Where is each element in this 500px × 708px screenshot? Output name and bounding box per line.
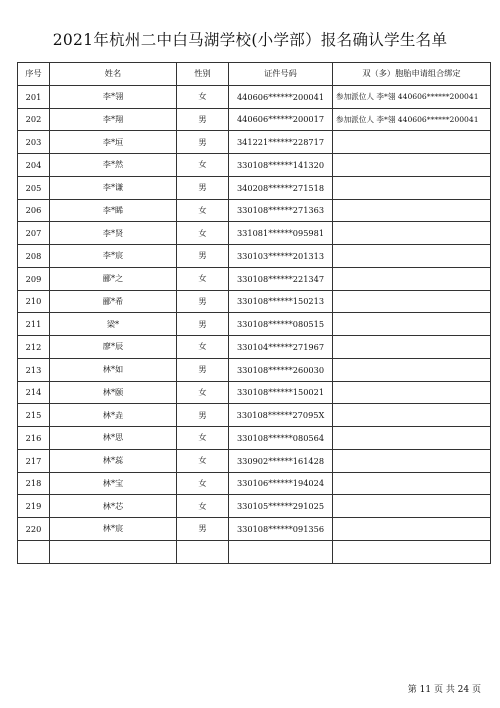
table-row xyxy=(18,154,491,177)
row-number-cell: 215 xyxy=(18,404,50,427)
student-name-cell: 林*颐 xyxy=(50,381,177,404)
row-number-cell: 207 xyxy=(18,222,50,245)
student-name-cell: 李*垣 xyxy=(50,131,177,154)
student-name-cell: 李*然 xyxy=(50,154,177,177)
table-row xyxy=(18,495,491,518)
gender-cell: 男 xyxy=(177,176,229,199)
twin-binding-cell xyxy=(333,222,491,245)
twin-binding-cell: 参加派位人 李*翎 440606******200041 xyxy=(333,85,491,108)
gender-cell: 男 xyxy=(177,131,229,154)
twin-binding-cell xyxy=(333,449,491,472)
id-number-cell: 330108******27095X xyxy=(229,404,333,427)
twin-binding-cell xyxy=(333,245,491,268)
table-row-blank xyxy=(18,540,491,563)
id-number-cell: 330108******150021 xyxy=(229,381,333,404)
gender-cell: 男 xyxy=(177,358,229,381)
student-name-cell: 林*宸 xyxy=(50,518,177,541)
student-name-cell: 李*谦 xyxy=(50,176,177,199)
table-row xyxy=(18,381,491,404)
id-number-cell: 341221******228717 xyxy=(229,131,333,154)
twin-binding-cell xyxy=(333,267,491,290)
blank-cell xyxy=(50,540,177,563)
table-row xyxy=(18,176,491,199)
student-name-cell: 李*翎 xyxy=(50,85,177,108)
table-row xyxy=(18,404,491,427)
twin-binding-cell xyxy=(333,495,491,518)
id-number-cell: 330108******080564 xyxy=(229,427,333,450)
student-name-cell: 林*垚 xyxy=(50,404,177,427)
table-row xyxy=(18,427,491,450)
student-name-cell: 李*翔 xyxy=(50,108,177,131)
gender-cell: 女 xyxy=(177,85,229,108)
table-row xyxy=(18,108,491,131)
row-number-cell: 204 xyxy=(18,154,50,177)
student-name-cell: 林*蕊 xyxy=(50,449,177,472)
id-number-cell: 330108******221347 xyxy=(229,267,333,290)
gender-cell: 女 xyxy=(177,381,229,404)
id-number-cell: 330103******201313 xyxy=(229,245,333,268)
row-number-cell: 202 xyxy=(18,108,50,131)
header-gender: 性别 xyxy=(177,63,229,86)
table-row xyxy=(18,199,491,222)
student-name-cell: 林*思 xyxy=(50,427,177,450)
table-row xyxy=(18,313,491,336)
id-number-cell: 340208******271518 xyxy=(229,176,333,199)
row-number-cell: 216 xyxy=(18,427,50,450)
page-number: 第 11 页 共 24 页 xyxy=(407,685,481,695)
gender-cell: 男 xyxy=(177,245,229,268)
row-number-cell: 205 xyxy=(18,176,50,199)
row-number-cell: 208 xyxy=(18,245,50,268)
header-name: 姓名 xyxy=(50,63,177,86)
gender-cell: 女 xyxy=(177,154,229,177)
gender-cell: 女 xyxy=(177,267,229,290)
gender-cell: 男 xyxy=(177,108,229,131)
table-header-row xyxy=(18,63,491,86)
student-name-cell: 李*贤 xyxy=(50,222,177,245)
gender-cell: 女 xyxy=(177,199,229,222)
table-row xyxy=(18,358,491,381)
row-number-cell: 214 xyxy=(18,381,50,404)
row-number-cell: 218 xyxy=(18,472,50,495)
blank-cell xyxy=(177,540,229,563)
header-no: 序号 xyxy=(18,63,50,86)
id-number-cell: 440606******200041 xyxy=(229,85,333,108)
student-name-cell: 林*宝 xyxy=(50,472,177,495)
gender-cell: 男 xyxy=(177,313,229,336)
blank-cell xyxy=(229,540,333,563)
table-row xyxy=(18,290,491,313)
student-name-cell: 李*宸 xyxy=(50,245,177,268)
gender-cell: 男 xyxy=(177,404,229,427)
twin-binding-cell xyxy=(333,427,491,450)
blank-cell xyxy=(333,540,491,563)
student-name-cell: 梁* xyxy=(50,313,177,336)
page-title: 2021年杭州二中白马湖学校(小学部）报名确认学生名单 xyxy=(52,31,448,49)
row-number-cell: 210 xyxy=(18,290,50,313)
twin-binding-cell xyxy=(333,154,491,177)
gender-cell: 女 xyxy=(177,427,229,450)
header-id: 证件号码 xyxy=(229,63,333,86)
student-name-cell: 林*如 xyxy=(50,358,177,381)
twin-binding-cell xyxy=(333,472,491,495)
blank-cell xyxy=(18,540,50,563)
student-name-cell: 李*睎 xyxy=(50,199,177,222)
gender-cell: 女 xyxy=(177,472,229,495)
row-number-cell: 219 xyxy=(18,495,50,518)
id-number-cell: 330108******271363 xyxy=(229,199,333,222)
gender-cell: 女 xyxy=(177,495,229,518)
twin-binding-cell xyxy=(333,358,491,381)
student-name-cell: 林*芯 xyxy=(50,495,177,518)
id-number-cell: 330104******271967 xyxy=(229,336,333,359)
id-number-cell: 330108******260030 xyxy=(229,358,333,381)
row-number-cell: 206 xyxy=(18,199,50,222)
student-name-cell: 郦*之 xyxy=(50,267,177,290)
twin-binding-cell xyxy=(333,404,491,427)
gender-cell: 女 xyxy=(177,449,229,472)
row-number-cell: 203 xyxy=(18,131,50,154)
id-number-cell: 331081******095981 xyxy=(229,222,333,245)
gender-cell: 女 xyxy=(177,222,229,245)
table-row xyxy=(18,472,491,495)
student-table xyxy=(17,62,491,564)
twin-binding-cell xyxy=(333,131,491,154)
row-number-cell: 220 xyxy=(18,518,50,541)
table-row xyxy=(18,131,491,154)
twin-binding-cell xyxy=(333,199,491,222)
table-row xyxy=(18,267,491,290)
table-row xyxy=(18,336,491,359)
id-number-cell: 440606******200017 xyxy=(229,108,333,131)
table-row xyxy=(18,449,491,472)
id-number-cell: 330105******291025 xyxy=(229,495,333,518)
twin-binding-cell xyxy=(333,518,491,541)
twin-binding-cell xyxy=(333,290,491,313)
row-number-cell: 212 xyxy=(18,336,50,359)
id-number-cell: 330108******141320 xyxy=(229,154,333,177)
student-name-cell: 郦*希 xyxy=(50,290,177,313)
twin-binding-cell: 参加派位人 李*翎 440606******200041 xyxy=(333,108,491,131)
gender-cell: 女 xyxy=(177,336,229,359)
twin-binding-cell xyxy=(333,381,491,404)
table-row xyxy=(18,518,491,541)
row-number-cell: 209 xyxy=(18,267,50,290)
id-number-cell: 330108******150213 xyxy=(229,290,333,313)
id-number-cell: 330108******091356 xyxy=(229,518,333,541)
row-number-cell: 213 xyxy=(18,358,50,381)
twin-binding-cell xyxy=(333,336,491,359)
gender-cell: 男 xyxy=(177,518,229,541)
header-twin-binding: 双（多）胞胎申请组合绑定 xyxy=(333,63,491,86)
table-row xyxy=(18,222,491,245)
table-row xyxy=(18,245,491,268)
gender-cell: 男 xyxy=(177,290,229,313)
id-number-cell: 330106******194024 xyxy=(229,472,333,495)
student-name-cell: 廖*辰 xyxy=(50,336,177,359)
id-number-cell: 330108******080515 xyxy=(229,313,333,336)
row-number-cell: 217 xyxy=(18,449,50,472)
row-number-cell: 201 xyxy=(18,85,50,108)
twin-binding-cell xyxy=(333,313,491,336)
table-row xyxy=(18,85,491,108)
twin-binding-cell xyxy=(333,176,491,199)
row-number-cell: 211 xyxy=(18,313,50,336)
id-number-cell: 330902******161428 xyxy=(229,449,333,472)
